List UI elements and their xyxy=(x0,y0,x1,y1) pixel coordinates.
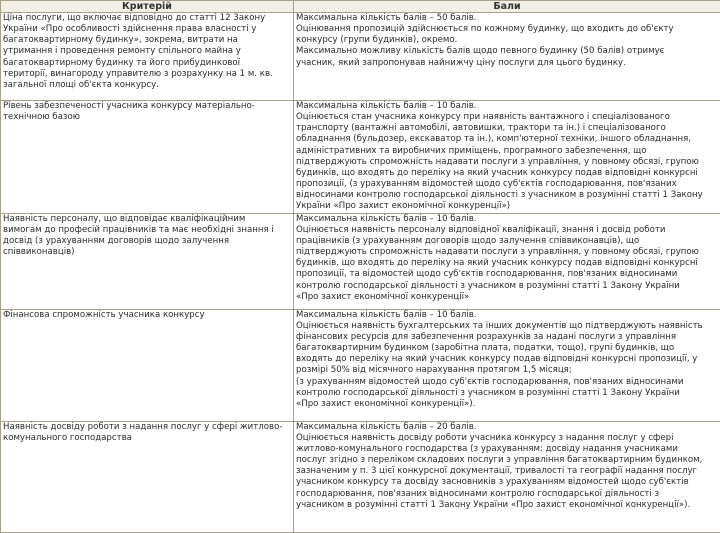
criterion-line: Фінансова спроможність учасника конкурсу xyxy=(3,309,205,320)
criterion-line: вимогам до професій працівників та має необхідні знання і xyxy=(3,224,274,235)
score-line: контролю господарської діяльності з учасником в розумінні статті 1 Закону України xyxy=(296,387,680,398)
score-line: пропозиції, (з урахуванням відомостей щодо суб'єктів господарювання, пов'язаних xyxy=(296,179,677,190)
score-line: житлово-комунального господарства (з урахуванням: досвіду надання учасниками xyxy=(296,443,678,454)
score-line: послуг згідно з переліком складових послуги з управління багатоквартирним будинком, xyxy=(296,455,703,466)
score-line: відносинами контролю господарської діяльності з учасником в розумінні статті 1 Закону xyxy=(296,190,703,201)
table-row xyxy=(1,213,720,309)
criterion-line: комунального господарства xyxy=(3,432,132,443)
table-header-row xyxy=(1,1,720,13)
criterion-line: технічною базою xyxy=(3,112,80,123)
criterion-cell xyxy=(1,421,294,532)
header-criterion: Критерій xyxy=(1,1,294,13)
score-line: пропозиції, та відомостей щодо суб'єктів господарювання, пов'язаних відносинами xyxy=(296,269,678,280)
score-cell xyxy=(294,101,720,214)
criterion-line: співвиконавців) xyxy=(3,247,75,258)
table-row xyxy=(1,101,720,214)
score-line: Оцінюється наявність бухгалтерських та інших документів що підтверджують наявність xyxy=(296,320,703,331)
criterion-line: Рівень забезпеченості учасника конкурсу матеріально- xyxy=(3,101,255,111)
score-line: Оцінюється наявність досвіду роботи учасника конкурсу з надання послуг у сфері xyxy=(296,432,674,443)
score-line: Максимальна кількість балів – 10 балів. xyxy=(296,213,477,224)
score-line: Оцінювання пропозицій здійснюється по кожному будинку, що входить до об'єкту xyxy=(296,24,674,35)
score-line: учасником конкурсу та досвіду засновників з урахуванням відомостей щодо суб'єктів xyxy=(296,477,689,488)
criterion-line: території, винагороду управителю з розрахунку на 1 м. кв. xyxy=(3,68,273,79)
score-line: транспорту (вантажні автомобілі, автовишки, трактори та ін.) і спеціалізованого xyxy=(296,123,666,134)
score-line: господарювання, пов'язаних відносинами контролю господарської діяльності з xyxy=(296,488,660,499)
score-line: працівників (з урахуванням договорів щодо залучення співвиконавців), що xyxy=(296,235,640,246)
criterion-line: загальної площі об'єкта конкурсу. xyxy=(3,79,159,90)
score-line: «Про захист економічної конкуренції»). xyxy=(296,398,476,409)
score-line: Максимальна кількість балів – 10 балів. xyxy=(296,101,477,111)
score-cell xyxy=(294,213,720,309)
score-cell xyxy=(294,13,720,101)
score-line: контролю господарської діяльності з учасником в розумінні статті 1 Закону України xyxy=(296,280,680,291)
score-line: учасник, який запропонував найнижчу ціну послуги для цього будинку. xyxy=(296,57,626,68)
table-row xyxy=(1,421,720,532)
score-line: Максимально можливу кількість балів щодо певного будинку (50 балів) отримує xyxy=(296,46,665,57)
score-line: Максимальна кількість балів – 50 балів. xyxy=(296,13,477,23)
criterion-cell xyxy=(1,309,294,421)
criterion-line: Ціна послуги, що включає відповідно до статті 12 Закону xyxy=(3,13,266,23)
score-line: конкурсу (групи будинків), окремо. xyxy=(296,35,458,46)
score-line: Максимальна кількість балів – 10 балів. xyxy=(296,309,477,320)
criterion-line: багатоквартирному будинку та його прибудинкової xyxy=(3,57,241,68)
score-line: будинків, що входять до переліку на який учасник конкурсу подав відповідні конкурсні xyxy=(296,167,698,178)
score-line: адміністративних та виробничих приміщень, програмного забезпечення, що xyxy=(296,145,647,156)
criterion-line: досвід (з урахуванням договорів щодо залучення xyxy=(3,235,230,246)
score-line: обладнання (бульдозер, екскаватор та ін.), комп'ютерної техніки, іншого обладнання, xyxy=(296,134,691,145)
score-line: фінансових ресурсів для забезпечення розрахунків за надані послуги з управління xyxy=(296,331,677,342)
score-line: підтверджують спроможність надавати послуги з управління, у повному обсязі, групою xyxy=(296,156,699,167)
score-line: входять до переліку на який учасник конкурсу подав відповідні конкурсні пропозиції, у xyxy=(296,354,698,365)
criterion-line: Наявність персоналу, що відповідає кваліфікаційним xyxy=(3,213,246,224)
score-line: підтверджують спроможність надавати послуги з управління, у повному обсязі, групою xyxy=(296,247,699,258)
score-cell xyxy=(294,421,720,532)
score-line: (з урахуванням відомостей щодо суб'єктів господарювання, пов'язаних відносинами xyxy=(296,376,684,387)
criterion-line: Наявність досвіду роботи з надання послуг у сфері житлово- xyxy=(3,421,283,432)
score-line: зазначеним у п. 3 цієї конкурсної документації, тривалості та географії надання послуг xyxy=(296,466,698,477)
score-line: Максимальна кількість балів – 20 балів. xyxy=(296,421,477,432)
score-line: України «Про захист економічної конкуренції») xyxy=(296,201,511,212)
score-line: Оцінюється наявність персоналу відповідної кваліфікації, знання і досвід роботи xyxy=(296,224,666,235)
score-line: Оцінюється стан учасника конкурсу при наявність вантажного і спеціалізованого xyxy=(296,112,670,123)
score-cell xyxy=(294,309,720,421)
score-line: будинків, що входять до переліку на який учасник конкурсу подав відповідні конкурсні xyxy=(296,258,698,269)
score-line: учасником в розумінні статті 1 Закону України «Про захист економічної конкуренції»). xyxy=(296,499,691,510)
criterion-cell xyxy=(1,101,294,214)
table-row xyxy=(1,309,720,421)
criterion-cell xyxy=(1,213,294,309)
criterion-line: утримання і проведення ремонту спільного майна у xyxy=(3,46,241,57)
criterion-line: України «Про особливості здійснення права власності у xyxy=(3,24,257,35)
score-line: розмірі 50% від місячного нарахування протягом 1,5 місяця; xyxy=(296,365,572,376)
score-line: багатоквартирним будинком (заробітна плата, податки, тощо), групі будинків, що xyxy=(296,343,675,354)
table-row xyxy=(1,13,720,101)
header-score: Бали xyxy=(294,1,720,13)
criterion-line: багатоквартирному будинку», зокрема, витрати на xyxy=(3,35,238,46)
score-line: «Про захист економічної конкуренції» xyxy=(296,291,470,302)
criterion-cell xyxy=(1,13,294,101)
